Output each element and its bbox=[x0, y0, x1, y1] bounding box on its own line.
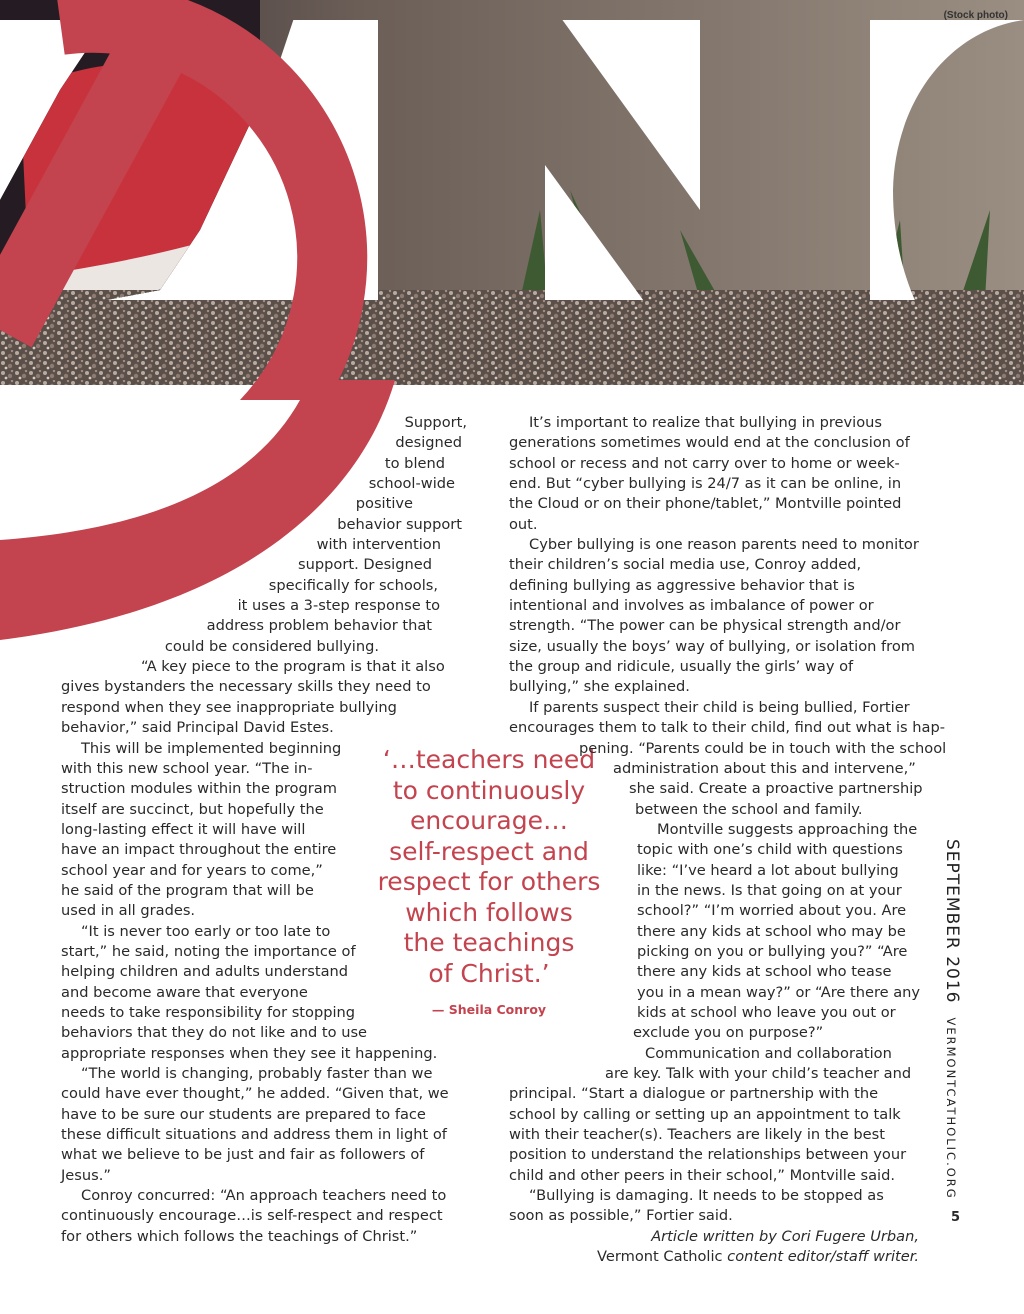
text-line: there any kids at school who tease bbox=[637, 963, 892, 981]
text-line: are key. Talk with your child’s teacher and bbox=[605, 1065, 912, 1082]
text-line: pening. “Parents could be in touch with the school bbox=[579, 739, 947, 757]
paragraph: “The world is changing, probably faster than we could have ever thought,” he added. “Given that, we have to be sure our students are prepared to face these difficult situations and address them in light of what we believe to be just and fair as followers of Jesus.” bbox=[61, 1065, 449, 1184]
text-line: positive bbox=[355, 495, 413, 513]
text-line: school year and for years to come,” bbox=[61, 861, 323, 879]
text-line: like: “I’ve heard a lot about bullying bbox=[637, 861, 899, 879]
issue-month: SEPTEMBER 2016 bbox=[942, 839, 962, 1004]
paragraph: Cyber bullying is one reason parents need to monitor their children’s social media use, Conroy added, defining bullying as aggressive behavior that is intentional and involves as imbalance of power or strength. “The power can be physical strength and/or size, usually the boys’ way of bullying, or isolation from the group and ridicule, usually the girls’ way of bullying,” she explained. bbox=[509, 536, 919, 696]
text-line: start,” he said, noting the importance of bbox=[61, 942, 356, 960]
quote-line: of Christ.’ bbox=[428, 958, 550, 988]
text-line: with intervention bbox=[316, 536, 441, 554]
hero-photo-headline bbox=[0, 0, 1024, 400]
text-line: encourages them to talk to their child, find out what is hap- bbox=[509, 719, 946, 737]
paragraph: Conroy concurred: “An approach teachers need to continuously encourage…is self-respect and respect for others which follows the teachings of Christ.” bbox=[61, 1187, 447, 1245]
intro-shaped-text bbox=[61, 413, 467, 657]
text-line: behaviors that they do not like and to use bbox=[61, 1024, 368, 1042]
pull-quote-attribution: — Sheila Conroy bbox=[431, 1002, 547, 1017]
text-line: it uses a 3-step response to bbox=[237, 597, 440, 615]
text-line: in the news. Is that going on at your bbox=[637, 881, 902, 899]
text-line: kids at school who leave you out or bbox=[637, 1003, 896, 1021]
quote-line: encourage… bbox=[410, 806, 568, 835]
text-line: itself are succinct, but hopefully the bbox=[61, 800, 324, 818]
text-line: “It is never too early or too late to bbox=[81, 922, 331, 940]
paragraph: “Bullying is damaging. It needs to be stopped as soon as possible,” Fortier said. bbox=[509, 1187, 884, 1225]
text-line: support. Designed bbox=[298, 556, 432, 574]
article-column-right bbox=[509, 413, 947, 1267]
text-line: Communication and collaboration bbox=[645, 1044, 892, 1062]
page-number: 5 bbox=[951, 1210, 961, 1225]
quote-line: which follows bbox=[405, 897, 573, 927]
side-folio bbox=[942, 839, 962, 1200]
text-line: he said of the program that will be bbox=[61, 881, 314, 899]
publication-name: Vermont Catholic bbox=[597, 1248, 723, 1266]
text-line: If parents suspect their child is being bullied, Fortier bbox=[529, 698, 910, 716]
text-line: struction modules within the program bbox=[61, 780, 337, 798]
text-line: with this new school year. “The in- bbox=[61, 759, 313, 777]
text-line: and become aware that everyone bbox=[61, 983, 308, 1001]
text-line: used in all grades. bbox=[61, 902, 196, 920]
text-line: behavior support bbox=[337, 515, 462, 533]
text-line: long-lasting effect it will have will bbox=[61, 820, 306, 838]
quote-line: to continuously bbox=[392, 775, 586, 805]
quote-line: self-respect and bbox=[389, 836, 589, 866]
quote-line: ‘…teachers need bbox=[382, 745, 596, 774]
text-line: topic with one’s child with questions bbox=[637, 841, 903, 859]
text-line: have an impact throughout the entire bbox=[61, 841, 337, 859]
byline-publication bbox=[509, 1247, 919, 1267]
byline-role: content editor/staff writer. bbox=[722, 1248, 919, 1266]
text-line: designed bbox=[395, 434, 462, 452]
text-line: needs to take responsibility for stopping bbox=[61, 1003, 356, 1021]
text-line: to blend bbox=[384, 454, 445, 472]
text-line: school-wide bbox=[368, 475, 455, 493]
quote-line: the teachings bbox=[403, 928, 575, 957]
text-line: she said. Create a proactive partnership bbox=[629, 780, 923, 798]
text-line: exclude you on purpose?” bbox=[633, 1024, 824, 1042]
text-line: This will be implemented beginning bbox=[81, 739, 342, 757]
paragraph: It’s important to realize that bullying in previous generations sometimes would end at the conclusion of school or recess and not carry over to home or week-end. But “cyber bullying is 24/7 as it can be online, in the Cloud or on their phone/tablet,” Montville pointed out. bbox=[509, 414, 910, 533]
text-line: specifically for schools, bbox=[268, 576, 438, 594]
text-line: “A key piece to the program is that it also bbox=[141, 658, 445, 676]
text-line: you in a mean way?” or “Are there any bbox=[637, 983, 921, 1001]
text-line: Support, bbox=[404, 414, 467, 431]
photo-credit: (Stock photo) bbox=[943, 10, 1008, 21]
byline: Article written by Cori Fugere Urban, bbox=[651, 1227, 919, 1245]
text-line: picking on you or bullying you?” “Are bbox=[637, 942, 908, 960]
paragraph: principal. “Start a dialogue or partnership with the school by calling or setting up an appointment to talk with their teacher(s). Teachers are likely in the best position to understand the relationships between your child and other peers in their school,” Montville said. bbox=[509, 1085, 907, 1184]
text-line: helping children and adults understand bbox=[61, 963, 349, 981]
text-line: appropriate responses when they see it happening. bbox=[61, 1044, 438, 1062]
text-line: could be considered bullying. bbox=[164, 637, 379, 655]
quote-line: respect for others bbox=[377, 867, 601, 896]
paragraph: gives bystanders the necessary skills they need to respond when they see inappropriate bullying behavior,” said Principal David Estes. bbox=[61, 678, 431, 737]
text-line: address problem behavior that bbox=[206, 617, 432, 635]
text-line: Montville suggests approaching the bbox=[657, 820, 918, 838]
text-line: between the school and family. bbox=[635, 800, 863, 818]
website: VERMONTCATHOLIC.ORG bbox=[944, 1017, 958, 1200]
text-line: administration about this and intervene,” bbox=[613, 759, 916, 777]
text-line: school?” “I’m worried about you. Are bbox=[637, 902, 907, 920]
text-line: there any kids at school who may be bbox=[637, 922, 906, 940]
